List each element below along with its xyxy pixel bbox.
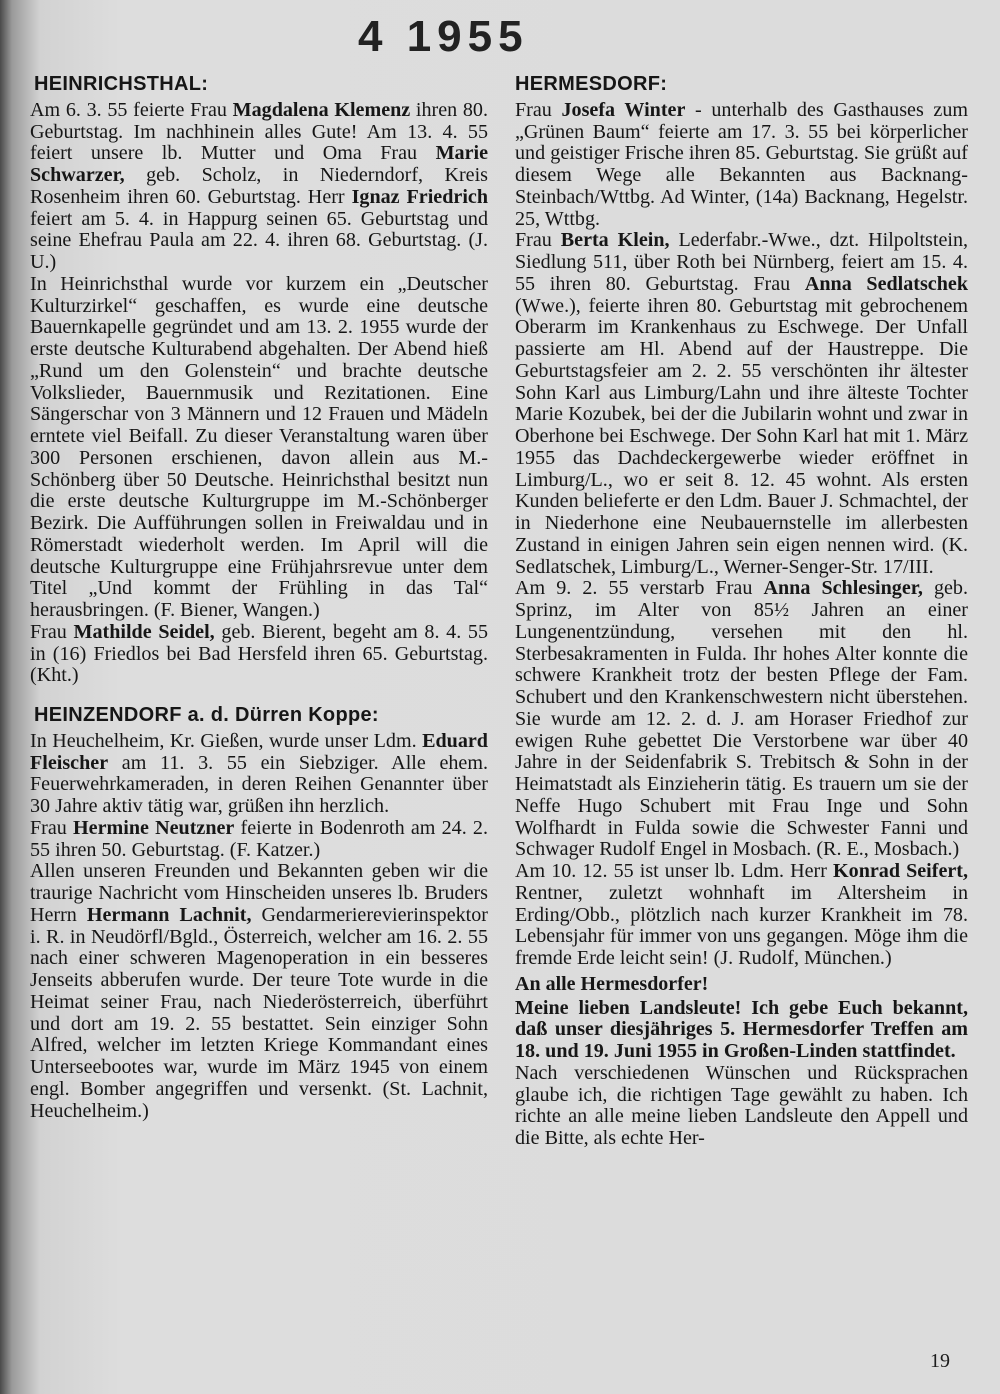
article-paragraph: In Heuchelheim, Kr. Gießen, wurde unser Ldm. Eduard Fleischer am 11. 3. 55 ein Siebziger. Alle ehem. Feuerwehrkameraden, in deren Reihen Genannter über 30 Jahre aktiv tätig war, grüßen ihn herzlich. <box>30 729 488 817</box>
section-heading-heinzendorf: HEINZENDORF a. d. Dürren Koppe: <box>34 704 379 726</box>
article-paragraph: Frau Berta Klein, Lederfabr.-Wwe., dzt. Hilpoltstein, Siedlung 511, über Roth bei Nürnberg, feiert am 15. 4. 55 ihren 80. Geburtstag. Frau Anna Sedlatschek (Wwe.), feierte ihren 80. Geburtstag mit gebrochenem Oberarm im Krankenhaus zu Eschwege. Der Unfall passierte am Hl. Abend auf der Haustreppe. Die Geburtstagsfeier am 2. 2. 55 verschönten ihr ältester Sohn Karl aus Limburg/Lahn und ihre älteste Tochter Marie Kozubek, bei der die Jubilarin wohnt und zwar in Oberhone bei Eschwege. Der Sohn Karl hat mit 1. März 1955 das Dachdeckergewerbe wieder eröffnet in Limburg/L., wo er seit 8. 12. 45 wohnt. Als ersten Kunden belieferte er den Ldm. Bauer J. Schmachtel, der in Niederhone eine Neubauernstelle im allerbesten Zustand in einigen Jahren sein eigen nennen wird. (K. Sedlatschek, Limburg/L., Werner-Senger-Str. 17/III. <box>515 229 969 578</box>
right-column <box>515 74 968 1150</box>
article-paragraph: Allen unseren Freunden und Bekannten geben wir die traurige Nachricht vom Hinscheiden unseres lb. Bruders Herrn Hermann Lachnit, Gendarmerierevierinspektor i. R. in Neudörfl/Bgld., Österreich, welcher am 16. 2. 55 nach einer schweren Magenoperation in ein besseres Jenseits abberufen wurde. Der teure Tote wurde in die Heimat seiner Frau, nach Niederösterreich, überführt und dort am 19. 2. 55 bestattet. Sein einziger Sohn Alfred, welcher im letzten Kriege Kommandant eines Unterseebootes war, wurde im März 1945 von einem engl. Bomber angegriffen und versenkt. (St. Lachnit, Heuchelheim.) <box>30 860 488 1122</box>
article-paragraph: Am 10. 12. 55 ist unser lb. Ldm. Herr Konrad Seifert, Rentner, zuletzt wohnhaft im Altersheim in Erding/Obb., plötzlich nach kurzer Krankheit im 78. Lebensjahr für immer von uns gegangen. Möge ihm die fremde Erde leicht sein! (J. Rudolf, München.) <box>515 860 968 969</box>
section-heading-heinrichsthal: HEINRICHSTHAL: <box>34 73 209 95</box>
article-paragraph: Frau Josefa Winter - unterhalb des Gasthauses zum „Grünen Baum“ feierte am 17. 3. 55 bei körperlicher und geistiger Frische ihren 85. Geburtstag. Sie grüßt auf diesem Wege alle Bekannten aus Backnang-Steinbach/Wttbg. Ad Winter, (14a) Backnang, Hegelstr. 25, Wttbg. <box>515 98 969 230</box>
page-number: 19 <box>930 1350 950 1372</box>
article-paragraph: Frau Mathilde Seidel, geb. Bierent, begeht am 8. 4. 55 in (16) Friedlos bei Bad Hersfeld ihren 65. Geburtstag. (Kht.) <box>30 620 488 687</box>
article-paragraph: Frau Hermine Neutzner feierte in Bodenroth am 24. 2. 55 ihren 50. Geburtstag. (F. Katzer.) <box>30 816 489 861</box>
article-paragraph: Am 9. 2. 55 verstarb Frau Anna Schlesinger, geb. Sprinz, im Alter von 85½ Jahren an einer Lungenentzündung, versehen mit den hl. Sterbesakramenten in Fulda. Ihr hohes Alter konnte die schwere Krankheit trotz der besten Pflege der Fam. Schubert und den Krankenschwestern nicht überstehen. Sie wurde am 12. 2. d. J. am Horaser Friedhof zur ewigen Ruhe gebettet Die Verstorbene war über 40 Jahre in der Seidenfabrik S. Trebitsch & Sohn in der Heimatstadt als Einzieherin tätig. Es trauern um sie der Neffe Hugo Schubert mit Frau Inge und Sohn Wolfhardt in Fulda sowie die Schwester Fanni und Schwager Rudolf Engel in Mosbach. (R. E., Mosbach.) <box>515 577 968 861</box>
notice-heading: An alle Hermesdorfer! <box>515 972 709 995</box>
article-paragraph: In Heinrichsthal wurde vor kurzem ein „Deutscher Kulturzirkel“ geschaffen, es wurde eine deutsche Bauernkapelle gegründet und am 13. 2. 1955 wurde der erste deutsche Kulturabend abgehalten. Der Abend hieß „Rund um den Golenstein“ und brachte deutsche Volkslieder, Bauernmusik und Rezitationen. Eine Sängerschar von 3 Männern und 12 Frauen und Mädeln erntete viel Beifall. Zu dieser Veranstaltung waren über 300 Personen erschienen, davon allein aus M.-Schönberg über 50 Deutsche. Heinrichsthal besitzt nun die erste deutsche Kulturgruppe im M.-Schönberger Bezirk. Die Aufführungen sollen in Freiwaldau und in Römerstadt wiederholt werden. Im April will die deutsche Kulturgruppe eine Frühjahrsrevue unter dem Titel „Und kommt der Frühling in das Tal“ herausbringen. (F. Biener, Wangen.) <box>30 272 488 621</box>
article-paragraph: Am 6. 3. 55 feierte Frau Magdalena Klemenz ihren 80. Geburtstag. Im nachhinein alles Gute! Am 13. 4. 55 feiert unsere lb. Mutter und Oma Frau Marie Schwarzer, geb. Scholz, in Niederndorf, Kreis Rosenheim ihren 60. Geburtstag. Herr Ignaz Friedrich feiert am 5. 4. in Happurg seinen 65. Geburtstag und seine Ehefrau Paula am 22. 4. ihren 68. Geburtstag. (J. U.) <box>30 98 488 273</box>
left-column <box>30 74 488 1122</box>
section-heading-hermesdorf: HERMESDORF: <box>515 73 668 95</box>
notice-paragraph: Nach verschiedenen Wünschen und Rücksprachen glaube ich, die richtigen Tage gewählt zu haben. Ich richte an alle meine lieben Landsleute den Appell und die Bitte, als echte Her- <box>515 1061 968 1149</box>
issue-number: 4 1955 <box>358 12 529 61</box>
notice-announcement: Meine lieben Landsleute! Ich gebe Euch bekannt, daß unser diesjähriges 5. Hermesdorfer Treffen am 18. und 19. Juni 1955 in Großen-Linden stattfindet. <box>515 996 968 1062</box>
